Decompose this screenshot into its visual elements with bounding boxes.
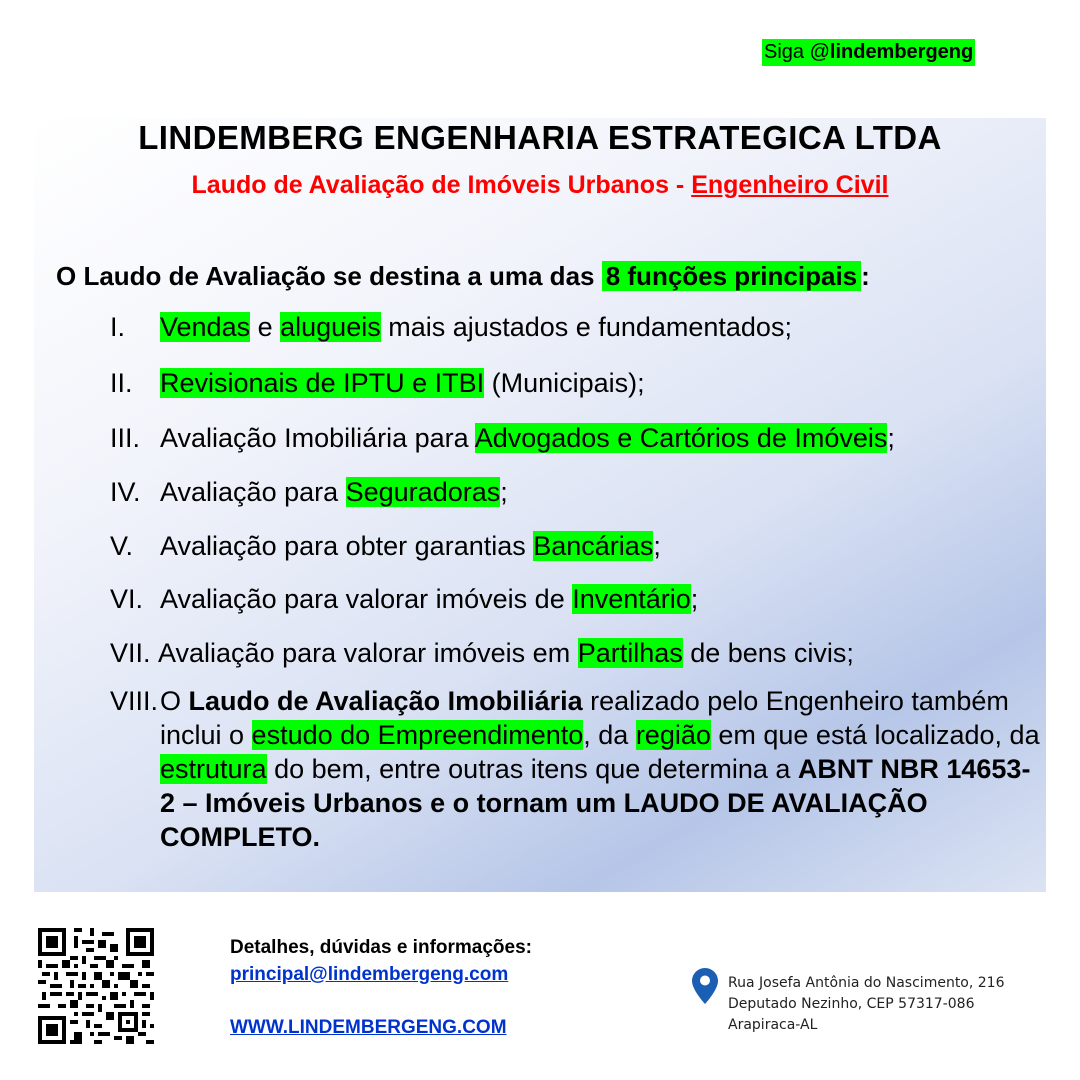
item-number: I. bbox=[110, 312, 126, 342]
address-block bbox=[728, 973, 1005, 1036]
item-text: de bens civis; bbox=[682, 638, 854, 668]
item-number: VIII. bbox=[110, 686, 159, 716]
item-number: VI. bbox=[110, 584, 144, 614]
item-text: Avaliação para obter garantias bbox=[160, 531, 534, 561]
bold-abnt: ABNT NBR 14653-2 – Imóveis Urbanos e o tornam um LAUDO DE AVALIAÇÃO COMPLETO. bbox=[160, 754, 1031, 852]
highlight-revisionais: Revisionais de IPTU e ITBI bbox=[160, 368, 485, 398]
highlight-regiao: região bbox=[635, 720, 711, 750]
list-item-2 bbox=[110, 364, 1040, 402]
email-link[interactable]: principal@lindembergeng.com bbox=[230, 964, 509, 985]
item-text: Avaliação para valorar imóveis em bbox=[158, 638, 578, 668]
list-item-4 bbox=[110, 473, 1040, 511]
highlight-inventario: Inventário bbox=[572, 584, 691, 614]
item-text: mais ajustados e fundamentados; bbox=[380, 312, 792, 342]
follow-badge bbox=[762, 39, 975, 66]
subtitle-main: Laudo de Avaliação de Imóveis Urbanos - bbox=[191, 171, 692, 199]
item-text: ; bbox=[690, 584, 699, 614]
highlight-vendas: Vendas bbox=[160, 312, 251, 342]
item-text: e bbox=[250, 312, 281, 342]
follow-prefix: Siga @ bbox=[764, 41, 830, 63]
highlight-estrutura: estrutura bbox=[160, 754, 267, 784]
item-number: III. bbox=[110, 423, 141, 453]
item-8-text bbox=[160, 684, 1040, 854]
item-text: O bbox=[160, 686, 189, 716]
intro-suffix: : bbox=[861, 261, 870, 291]
highlight-partilhas: Partilhas bbox=[577, 638, 683, 668]
item-text: Avaliação para valorar imóveis de bbox=[160, 584, 573, 614]
subtitle-engineer: Engenheiro Civil bbox=[691, 171, 889, 199]
item-text: ; bbox=[500, 477, 508, 507]
item-number: IV. bbox=[110, 477, 141, 507]
highlight-empreendimento: estudo do Empreendimento bbox=[251, 720, 584, 750]
intro-text: O Laudo de Avaliação se destina a uma das bbox=[56, 261, 602, 291]
item-text: Avaliação Imobiliária para bbox=[160, 423, 475, 453]
item-text: , da bbox=[583, 720, 636, 750]
highlight-bancarias: Bancárias bbox=[533, 531, 654, 561]
address-line: Deputado Nezinho, CEP 57317-086 bbox=[728, 996, 975, 1012]
item-text: (Municipais); bbox=[484, 368, 645, 398]
list-item-6 bbox=[110, 580, 1040, 618]
highlight-advogados: Advogados e Cartórios de Imóveis bbox=[474, 423, 888, 453]
address-line: Rua Josefa Antônia do Nascimento, 216 bbox=[728, 975, 1005, 991]
website-link[interactable]: WWW.LINDEMBERGENG.COM bbox=[230, 1017, 507, 1038]
item-text: do bem, entre outras itens que determina a bbox=[266, 754, 798, 784]
document-subtitle bbox=[0, 168, 1080, 202]
company-title: LINDEMBERG ENGENHARIA ESTRATEGICA LTDA bbox=[138, 119, 942, 156]
contact-title: Detalhes, dúvidas e informações: bbox=[230, 937, 532, 958]
location-pin-icon bbox=[692, 968, 718, 1004]
item-text: em que está localizado, da bbox=[710, 720, 1040, 750]
intro-heading bbox=[56, 257, 1056, 295]
item-text: ; bbox=[887, 423, 895, 453]
list-item-7 bbox=[110, 634, 1040, 672]
item-text: realizado pelo Engenheiro também inclui o bbox=[160, 686, 1009, 750]
bold-laudo: Laudo de Avaliação Imobiliária bbox=[188, 686, 583, 716]
list-item-3 bbox=[110, 419, 1040, 457]
item-number: II. bbox=[110, 368, 133, 398]
list-item-1 bbox=[110, 308, 1040, 346]
item-number: V. bbox=[110, 531, 134, 561]
follow-handle: lindembergeng bbox=[829, 41, 974, 63]
address-line: Arapiraca-AL bbox=[728, 1017, 818, 1033]
item-text: Avaliação para bbox=[160, 477, 346, 507]
intro-highlight: 8 funções principais bbox=[602, 261, 861, 291]
item-text: ; bbox=[653, 531, 661, 561]
list-item-5 bbox=[110, 527, 1040, 565]
highlight-seguradoras: Seguradoras bbox=[345, 477, 501, 507]
highlight-alugueis: alugueis bbox=[280, 312, 381, 342]
item-number: VII. bbox=[110, 638, 151, 668]
qr-code-icon bbox=[38, 928, 154, 1044]
